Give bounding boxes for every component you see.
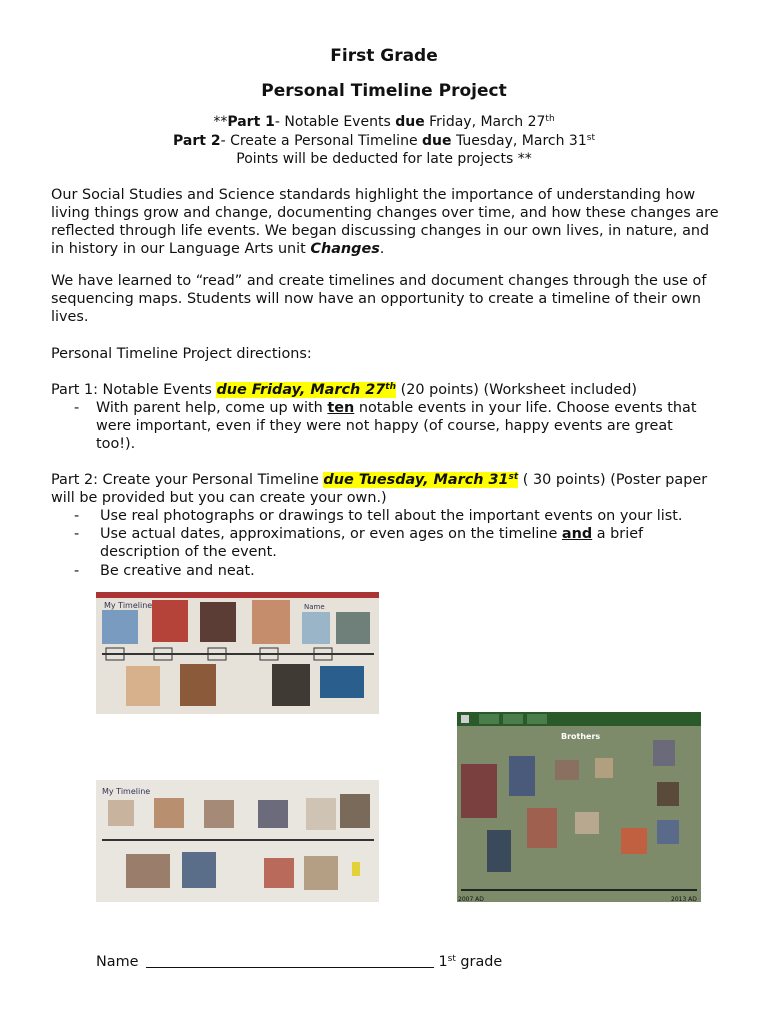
part1-heading: Part 1: Notable Events due Friday, March 27th (20 points) (Worksheet included) — [51, 382, 637, 398]
page-title: First Grade — [330, 46, 438, 66]
document-page: First Grade Personal Timeline Project **Part 1- Notable Events due Friday, March 27th Part 2- Create a Personal Timeline due Tuesday, March 31st Points will be deducted for late projects ** Our Social Studies and Science standards highlight the importance of understanding how living things grow and change, documenting changes over time, and how these changes are reflected through life events. We began discussing changes in our own lives, in nature, and in history in our Language Arts unit Changes. We have learned to “read” and create timelines and document changes through the use of sequencing maps. Students will now have an opportunity to create a timeline of their own lives. Personal Timeline Project directions: Part 1: Notable Events due Friday, March 27th (20 points) (Worksheet included) - With parent help, come up with ten notable events in your life. Choose events that were important, even if they were not happy (of course, happy events are great too!). Part 2: Create your Personal Timeline due Tuesday, March 31st ( 30 points) (Poster paper will be provided but you can create your own.) - Use real photographs or drawings to tell about the important events on your list. - Use actual dates, approximations, or even ages on the timeline and a brief description of the event. - Be creative and neat. My Timeline Name My Timeline Brothers 2007 AD 2013 AD Name 1st grade — [0, 0, 768, 1024]
timeline-paragraph: We have learned to “read” and create timelines and document changes through the use of sequencing maps. Students will now have an opportunity to create a timeline of their own lives. — [51, 273, 707, 325]
part2-heading: Part 2: Create your Personal Timeline due Tuesday, March 31st ( 30 points) (Poster paper will be provided but you can create your own.) — [51, 472, 708, 506]
poster-name-label: Name — [304, 603, 325, 611]
part1-bullet: - With parent help, come up with ten notable events in your life. Choose events that were important, even if they were not happy (of course, happy events are great too!). — [74, 400, 697, 452]
digital-start-label: 2007 AD — [458, 896, 484, 902]
digital-end-label: 2013 AD — [671, 896, 697, 902]
part2-due-highlight: due Tuesday, March 31st — [323, 472, 519, 488]
late-penalty-line: Points will be deducted for late projects ** — [236, 151, 532, 167]
intro-paragraph: Our Social Studies and Science standards highlight the importance of understanding how living things grow and change, documenting changes over time, and how these changes are reflected through life events. We began discussing changes in our own lives, in nature, and in history in our Language Arts unit Changes. — [51, 187, 719, 257]
digital-timeline-drawing — [457, 712, 701, 902]
part1-deadline-line: **Part 1- Notable Events due Friday, March 27th — [213, 114, 555, 130]
part2-deadline-line: Part 2- Create a Personal Timeline due Tuesday, March 31st — [173, 133, 595, 149]
digital-timeline-screenshot — [457, 712, 701, 902]
project-title: Personal Timeline Project — [261, 81, 507, 101]
timeline-example-photo-1 — [96, 592, 379, 714]
timeline-poster-drawing — [96, 592, 379, 714]
directions-heading: Personal Timeline Project directions: — [51, 346, 312, 362]
timeline-poster-drawing-2 — [96, 780, 379, 902]
digital-title: Brothers — [561, 732, 601, 741]
part1-due-highlight: due Friday, March 27th — [216, 382, 397, 398]
part2-bullet-2: - Use actual dates, approximations, or even ages on the timeline and a brief description of the event. — [74, 526, 644, 560]
name-label: Name — [96, 954, 139, 970]
name-blank[interactable] — [146, 953, 434, 968]
poster-label: My Timeline — [104, 601, 153, 610]
poster2-label: My Timeline — [102, 787, 151, 796]
timeline-example-photo-2 — [96, 780, 379, 902]
name-grade-line: Name 1st grade — [96, 954, 503, 970]
